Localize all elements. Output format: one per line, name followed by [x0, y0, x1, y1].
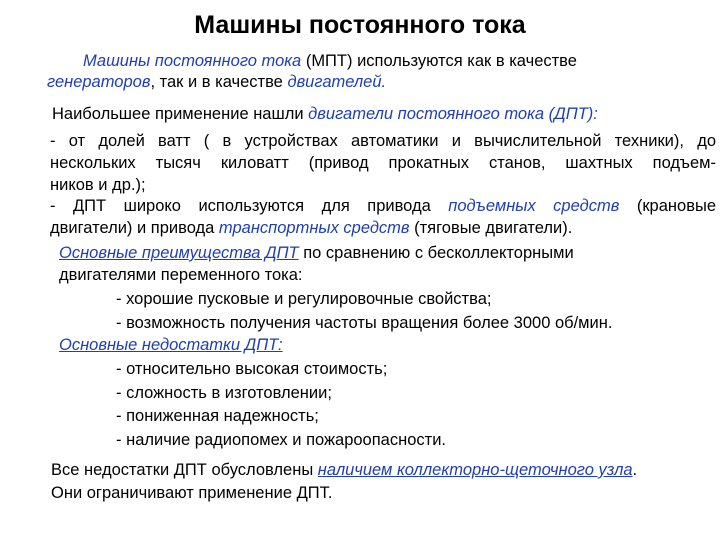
application-item-2-line-1-end: (крановые — [619, 197, 716, 215]
conclusion-line-1-end: . — [632, 461, 638, 479]
term-commutator-brush-unit: наличием коллекторно-щеточного узла — [317, 461, 633, 479]
applications-lead — [52, 103, 598, 125]
term-generators: генераторов — [47, 73, 151, 91]
advantage-item-2: - возможность получения частоты вращения более 3000 об/мин. — [116, 314, 613, 332]
application-item-2-line-1-text: - ДПТ широко используются для привода — [50, 197, 449, 215]
term-mpt: Машины постоянного тока — [83, 52, 302, 70]
disadvantage-item-4: - наличие радиопомех и пожароопасности. — [116, 431, 446, 449]
intro-line-1-text: (МПТ) используются как в качестве — [301, 52, 577, 70]
disadvantage-item-1: - относительно высокая стоимость; — [116, 360, 388, 378]
application-item-2-line-2 — [50, 217, 572, 239]
intro-line-1 — [83, 50, 577, 72]
conclusion-line-1-text: Все недостатки ДПТ обусловлены — [51, 461, 318, 479]
conclusion-line-1 — [51, 459, 637, 481]
applications-lead-text: Наибольшее применение нашли — [52, 105, 309, 123]
advantages-heading-text: по сравнению с бесколлекторными — [298, 244, 574, 262]
application-item-2-line-2-text: двигатели) и привода — [50, 219, 219, 237]
intro-line-2 — [47, 71, 386, 93]
advantages-heading — [59, 242, 574, 264]
term-transport-means: транспортных средств — [218, 219, 410, 237]
term-dpt: двигатели постоянного тока (ДПТ): — [308, 105, 598, 123]
application-item-1-line-2: нескольких тысяч киловатт (привод прокатных станов, шахтных подъем- — [50, 154, 716, 172]
disadvantages-heading: Основные недостатки ДПТ: — [59, 336, 283, 354]
application-item-2-line-1 — [50, 195, 716, 217]
disadvantage-item-2: - сложность в изготовлении; — [116, 384, 332, 402]
conclusion-line-2: Они ограничивают применение ДПТ. — [51, 484, 333, 502]
term-motors: двигателей. — [287, 73, 387, 91]
application-item-1-line-3: ников и др.); — [50, 176, 146, 194]
application-item-2-line-2-end: (тяговые двигатели). — [409, 219, 573, 237]
advantages-heading-term: Основные преимущества ДПТ — [59, 244, 299, 262]
application-item-1-line-1: - от долей ватт ( в устройствах автоматики и вычислительной техники), до — [50, 132, 716, 150]
disadvantage-item-3: - пониженная надежность; — [116, 407, 319, 425]
slide-title: Машины постоянного тока — [194, 11, 526, 39]
term-lifting-means: подъемных средств — [448, 197, 620, 215]
advantage-item-1: - хорошие пусковые и регулировочные свойства; — [116, 290, 492, 308]
advantages-heading-line-2: двигателями переменного тока: — [59, 266, 303, 284]
intro-line-2-text: , так и в качестве — [150, 73, 288, 91]
